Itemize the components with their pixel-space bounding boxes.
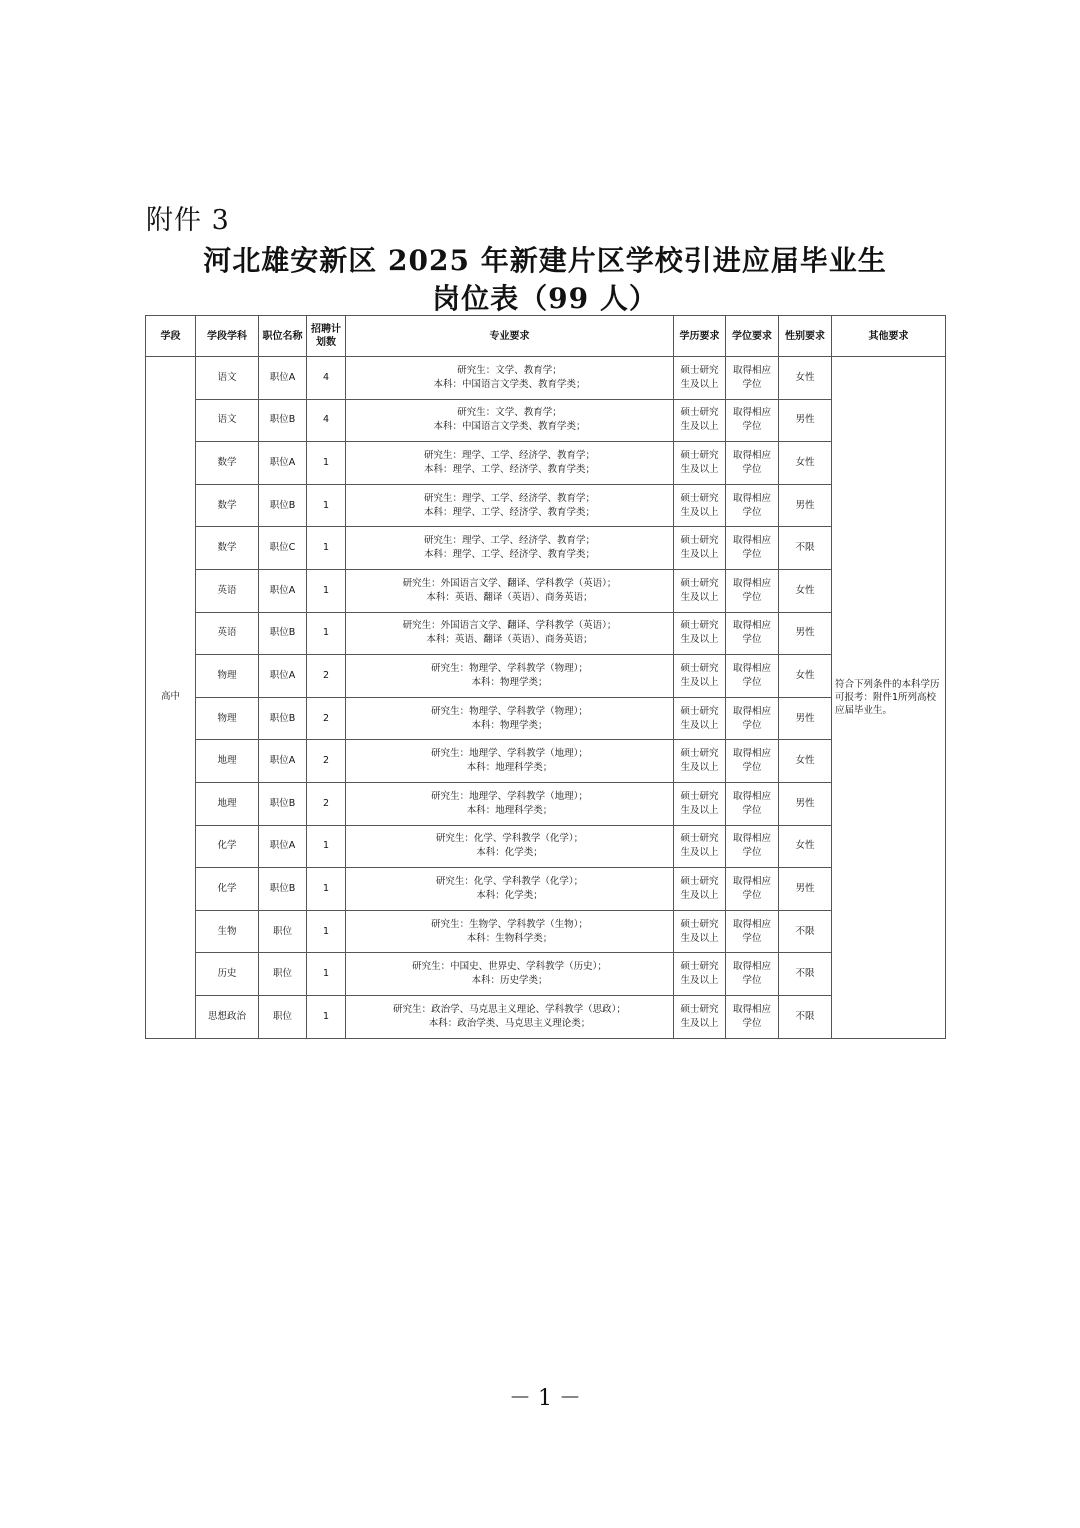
position-cell: 职位B — [259, 782, 307, 825]
col-header-other: 其他要求 — [832, 316, 946, 357]
subject-cell: 物理 — [196, 655, 259, 698]
count-cell: 1 — [307, 484, 346, 527]
count-cell: 1 — [307, 442, 346, 485]
degree-cell: 取得相应学位 — [726, 612, 779, 655]
education-cell: 硕士研究生及以上 — [674, 995, 726, 1038]
gender-cell: 女性 — [779, 655, 832, 698]
education-cell: 硕士研究生及以上 — [674, 357, 726, 400]
education-cell: 硕士研究生及以上 — [674, 953, 726, 996]
degree-cell: 取得相应学位 — [726, 740, 779, 783]
major-cell: 研究生：中国史、世界史、学科教学（历史）； 本科：历史学类； — [346, 953, 674, 996]
count-cell: 1 — [307, 868, 346, 911]
document-title-line1: 河北雄安新区 2025 年新建片区学校引进应届毕业生 — [203, 244, 887, 277]
table-row — [146, 910, 946, 953]
subject-cell: 化学 — [196, 825, 259, 868]
table-row — [146, 484, 946, 527]
table-row — [146, 825, 946, 868]
degree-cell: 取得相应学位 — [726, 953, 779, 996]
major-cell: 研究生：地理学、学科教学（地理）； 本科：地理科学类； — [346, 740, 674, 783]
position-cell: 职位A — [259, 569, 307, 612]
degree-cell: 取得相应学位 — [726, 655, 779, 698]
degree-cell: 取得相应学位 — [726, 782, 779, 825]
count-cell: 2 — [307, 740, 346, 783]
position-cell: 职位C — [259, 527, 307, 570]
degree-cell: 取得相应学位 — [726, 527, 779, 570]
gender-cell: 女性 — [779, 442, 832, 485]
degree-cell: 取得相应学位 — [726, 825, 779, 868]
position-cell: 职位A — [259, 357, 307, 400]
table-row — [146, 868, 946, 911]
gender-cell: 不限 — [779, 527, 832, 570]
major-cell: 研究生：化学、学科教学（化学）； 本科：化学类； — [346, 825, 674, 868]
count-cell: 2 — [307, 782, 346, 825]
subject-cell: 化学 — [196, 868, 259, 911]
subject-cell: 思想政治 — [196, 995, 259, 1038]
position-cell: 职位 — [259, 995, 307, 1038]
table-row — [146, 399, 946, 442]
count-cell: 1 — [307, 910, 346, 953]
position-cell: 职位A — [259, 825, 307, 868]
major-cell: 研究生：文学、教育学； 本科：中国语言文学类、教育学类； — [346, 357, 674, 400]
gender-cell: 男性 — [779, 399, 832, 442]
count-cell: 4 — [307, 357, 346, 400]
count-cell: 2 — [307, 697, 346, 740]
attachment-label: 附件 3 — [146, 205, 230, 236]
subject-cell: 数学 — [196, 527, 259, 570]
position-cell: 职位B — [259, 697, 307, 740]
position-cell: 职位B — [259, 399, 307, 442]
count-cell: 1 — [307, 612, 346, 655]
education-cell: 硕士研究生及以上 — [674, 527, 726, 570]
position-cell: 职位B — [259, 484, 307, 527]
col-header-subject: 学段学科 — [196, 316, 259, 357]
table-row — [146, 527, 946, 570]
education-cell: 硕士研究生及以上 — [674, 569, 726, 612]
col-header-major: 专业要求 — [346, 316, 674, 357]
education-cell: 硕士研究生及以上 — [674, 655, 726, 698]
count-cell: 1 — [307, 527, 346, 570]
major-cell: 研究生：外国语言文学、翻译、学科教学（英语）； 本科：英语、翻译（英语）、商务英语； — [346, 612, 674, 655]
degree-cell: 取得相应学位 — [726, 910, 779, 953]
degree-cell: 取得相应学位 — [726, 868, 779, 911]
table-row — [146, 569, 946, 612]
table-row — [146, 953, 946, 996]
table-row — [146, 442, 946, 485]
position-cell: 职位B — [259, 612, 307, 655]
page-number: － 1 － — [509, 1386, 581, 1411]
table-row — [146, 655, 946, 698]
subject-cell: 数学 — [196, 442, 259, 485]
education-cell: 硕士研究生及以上 — [674, 612, 726, 655]
table-row — [146, 357, 946, 400]
position-cell: 职位 — [259, 953, 307, 996]
education-cell: 硕士研究生及以上 — [674, 442, 726, 485]
major-cell: 研究生：理学、工学、经济学、教育学； 本科：理学、工学、经济学、教育学类； — [346, 527, 674, 570]
table-row — [146, 612, 946, 655]
table-header-row — [146, 316, 946, 357]
position-cell: 职位 — [259, 910, 307, 953]
subject-cell: 语文 — [196, 357, 259, 400]
degree-cell: 取得相应学位 — [726, 697, 779, 740]
count-cell: 1 — [307, 953, 346, 996]
gender-cell: 男性 — [779, 868, 832, 911]
subject-cell: 英语 — [196, 569, 259, 612]
position-cell: 职位B — [259, 868, 307, 911]
subject-cell: 物理 — [196, 697, 259, 740]
degree-cell: 取得相应学位 — [726, 442, 779, 485]
table-row — [146, 740, 946, 783]
major-cell: 研究生：政治学、马克思主义理论、学科教学（思政）； 本科：政治学类、马克思主义理论类； — [346, 995, 674, 1038]
education-cell: 硕士研究生及以上 — [674, 782, 726, 825]
major-cell: 研究生：理学、工学、经济学、教育学； 本科：理学、工学、经济学、教育学类； — [346, 484, 674, 527]
education-cell: 硕士研究生及以上 — [674, 399, 726, 442]
col-header-gender: 性别要求 — [779, 316, 832, 357]
subject-cell: 地理 — [196, 782, 259, 825]
gender-cell: 女性 — [779, 825, 832, 868]
major-cell: 研究生：生物学、学科教学（生物）； 本科：生物科学类； — [346, 910, 674, 953]
gender-cell: 女性 — [779, 357, 832, 400]
gender-cell: 男性 — [779, 697, 832, 740]
subject-cell: 数学 — [196, 484, 259, 527]
major-cell: 研究生：化学、学科教学（化学）； 本科：化学类； — [346, 868, 674, 911]
education-cell: 硕士研究生及以上 — [674, 868, 726, 911]
major-cell: 研究生：地理学、学科教学（地理）； 本科：地理科学类； — [346, 782, 674, 825]
subject-cell: 地理 — [196, 740, 259, 783]
gender-cell: 不限 — [779, 910, 832, 953]
col-header-education: 学历要求 — [674, 316, 726, 357]
count-cell: 1 — [307, 995, 346, 1038]
subject-cell: 生物 — [196, 910, 259, 953]
degree-cell: 取得相应学位 — [726, 569, 779, 612]
major-cell: 研究生：文学、教育学； 本科：中国语言文学类、教育学类； — [346, 399, 674, 442]
education-cell: 硕士研究生及以上 — [674, 697, 726, 740]
gender-cell: 女性 — [779, 740, 832, 783]
gender-cell: 不限 — [779, 953, 832, 996]
other-requirements-cell: 符合下列条件的本科学历可报考：附件1所列高校应届毕业生。 — [832, 357, 946, 1039]
education-cell: 硕士研究生及以上 — [674, 910, 726, 953]
degree-cell: 取得相应学位 — [726, 484, 779, 527]
count-cell: 2 — [307, 655, 346, 698]
position-cell: 职位A — [259, 442, 307, 485]
col-header-count: 招聘计划数 — [307, 316, 346, 357]
position-cell: 职位A — [259, 655, 307, 698]
gender-cell: 女性 — [779, 569, 832, 612]
count-cell: 4 — [307, 399, 346, 442]
position-cell: 职位A — [259, 740, 307, 783]
job-positions-table — [145, 315, 946, 1039]
document-title-line2: 岗位表（99 人） — [432, 282, 658, 315]
subject-cell: 语文 — [196, 399, 259, 442]
count-cell: 1 — [307, 825, 346, 868]
degree-cell: 取得相应学位 — [726, 995, 779, 1038]
education-cell: 硕士研究生及以上 — [674, 484, 726, 527]
major-cell: 研究生：物理学、学科教学（物理）； 本科：物理学类； — [346, 697, 674, 740]
table-row — [146, 995, 946, 1038]
table-row — [146, 697, 946, 740]
education-cell: 硕士研究生及以上 — [674, 740, 726, 783]
gender-cell: 男性 — [779, 782, 832, 825]
table-row — [146, 782, 946, 825]
col-header-position: 职位名称 — [259, 316, 307, 357]
table-body — [146, 357, 946, 1039]
count-cell: 1 — [307, 569, 346, 612]
education-cell: 硕士研究生及以上 — [674, 825, 726, 868]
degree-cell: 取得相应学位 — [726, 399, 779, 442]
major-cell: 研究生：物理学、学科教学（物理）； 本科：物理学类； — [346, 655, 674, 698]
gender-cell: 男性 — [779, 612, 832, 655]
gender-cell: 男性 — [779, 484, 832, 527]
gender-cell: 不限 — [779, 995, 832, 1038]
major-cell: 研究生：外国语言文学、翻译、学科教学（英语）； 本科：英语、翻译（英语）、商务英语； — [346, 569, 674, 612]
col-header-degree: 学位要求 — [726, 316, 779, 357]
col-header-stage: 学段 — [146, 316, 196, 357]
stage-cell: 高中 — [146, 357, 196, 1039]
major-cell: 研究生：理学、工学、经济学、教育学； 本科：理学、工学、经济学、教育学类； — [346, 442, 674, 485]
subject-cell: 历史 — [196, 953, 259, 996]
degree-cell: 取得相应学位 — [726, 357, 779, 400]
subject-cell: 英语 — [196, 612, 259, 655]
